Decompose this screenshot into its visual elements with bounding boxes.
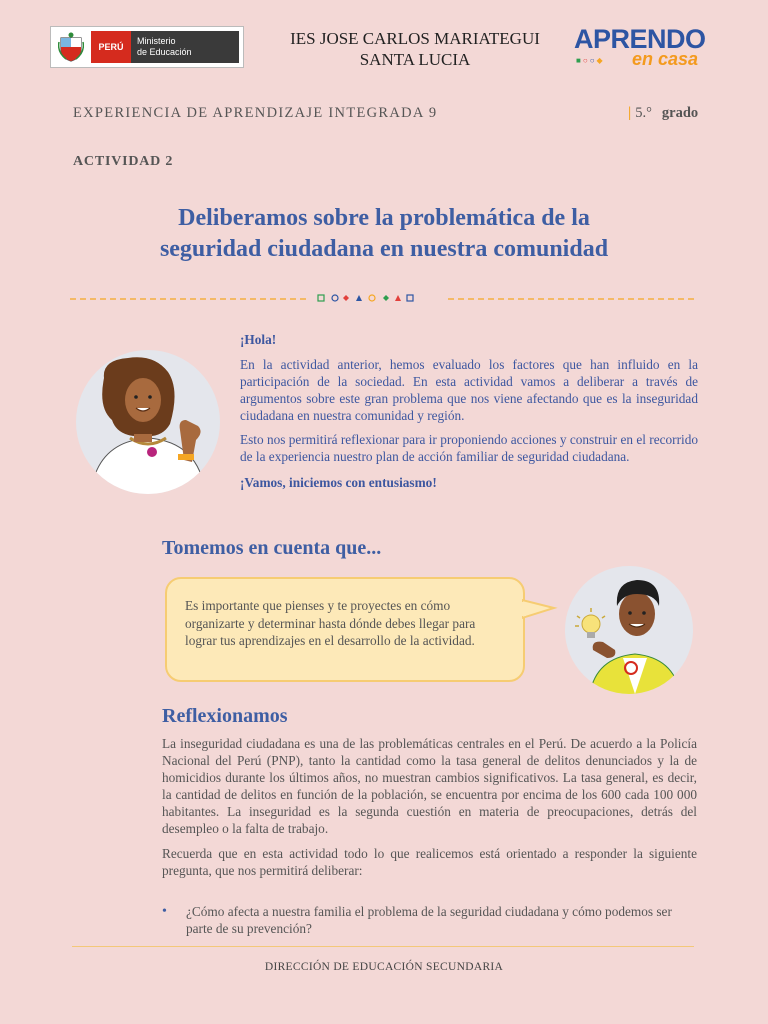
intro-paragraph-1: En la actividad anterior, hemos evaluado los factores que han influido en la participación de la sociedad. En esta actividad vamos a deliberar a través de argumentos sobre este gran problema que nos viene afectando que es la inseguridad ciudadana en nuestra comunidad y región. [240, 357, 698, 423]
bullet-text: ¿Cómo afecta a nuestra familia el problema de la seguridad ciudadana y cómo podemos ser parte de su prevención? [186, 904, 672, 936]
girl-waving-illustration [72, 350, 224, 494]
ministry-name-line2: de Educación [137, 47, 192, 57]
section-heading-tomemos: Tomemos en cuenta que... [162, 537, 382, 559]
footer-text: DIRECCIÓN DE EDUCACIÓN SECUNDARIA [264, 961, 504, 973]
aprendo-en-casa-logo [572, 24, 722, 70]
intro-text [240, 331, 698, 499]
speech-bubble-tail [522, 596, 558, 624]
grade-number: 5.° [635, 105, 652, 121]
school-line1: IES JOSE CARLOS MARIATEGUI [290, 29, 540, 48]
reflexionamos-paragraph-2: Recuerda que en esta actividad todo lo que realicemos está orientado a responder la siguiente pregunta, que nos permitirá deliberar: [162, 846, 697, 878]
brand-shapes-icon: ■○○◆ [576, 56, 605, 65]
intro-greeting: ¡Hola! [240, 332, 277, 347]
bullet-dot: • [162, 904, 167, 919]
grade-label [628, 105, 698, 122]
section-heading-reflexionamos: Reflexionamos [162, 705, 288, 727]
footer-divider [72, 946, 694, 947]
grade-word: grado [661, 105, 699, 121]
reflexionamos-body [162, 735, 697, 887]
experience-label: EXPERIENCIA DE APRENDIZAJE INTEGRADA 9 [73, 105, 438, 121]
bubble-text: Es importante que pienses y te proyectes en cómo organizarte y determinar hasta dónde debes llegar para lograr tus aprendizajes en el desarrollo de la actividad. [185, 598, 476, 648]
ministry-name-line1: Ministerio [137, 36, 176, 46]
title-line2: seguridad ciudadana en nuestra comunidad [159, 236, 609, 262]
boy-idea-illustration [563, 566, 695, 694]
school-name [250, 28, 580, 70]
ministry-name [131, 31, 239, 63]
peru-label: PERÚ [91, 31, 131, 63]
grade-bar: | [628, 105, 632, 121]
school-line2: SANTA LUCIA [359, 50, 471, 69]
brand-line1: APRENDO [574, 24, 706, 54]
page-title [60, 203, 708, 265]
reflexionamos-paragraph-1: La inseguridad ciudadana es una de las problemáticas centrales en el Perú. De acuerdo a la Policía Nacional del Perú (PNP), tanto la cantidad como la tasa general de delitos denunciados y la de homicidios durante los últimos años, no muestran cambios significativos. La tasa general, es decir, la cantidad de delitos en función de la población, se encuentra por encima de los 600 cada 100 000 habitantes. La inseguridad es la segunda cuestión en materia de preocupaciones, detrás del desempleo o la falta de trabajo. [162, 736, 697, 836]
intro-paragraph-2: Esto nos permitirá reflexionar para ir proponiendo acciones y construir en el recorrido de la experiencia nuestro plan de acción familiar de seguridad ciudadana. [240, 432, 698, 464]
intro-closing: ¡Vamos, iniciemos con entusiasmo! [240, 475, 437, 490]
decorative-divider [70, 292, 698, 306]
activity-label: ACTIVIDAD 2 [73, 154, 174, 169]
brand-line2: en casa [632, 49, 699, 69]
coat-of-arms-icon [51, 27, 91, 67]
speech-bubble [165, 577, 525, 682]
title-line1: Deliberamos sobre la problemática de la [178, 205, 590, 231]
ministry-logo [50, 26, 244, 68]
